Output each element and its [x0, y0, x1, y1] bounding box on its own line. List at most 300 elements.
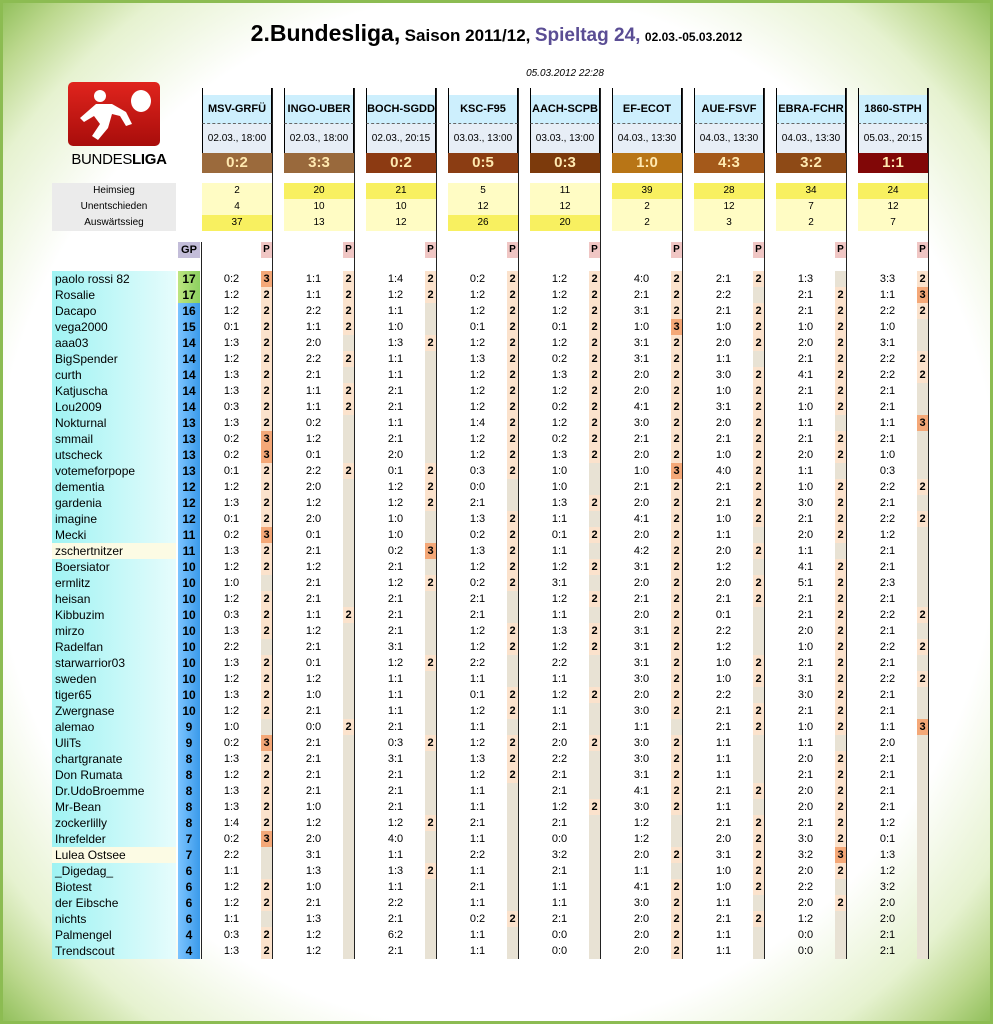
player-name: starwarrior03 [52, 655, 176, 671]
player-gp: 8 [178, 799, 200, 815]
player-points [425, 943, 436, 959]
player-tip: 1:1 [469, 785, 486, 797]
player-points: 2 [261, 607, 272, 623]
player-tip: 2:1 [715, 273, 732, 285]
player-points: 2 [589, 623, 600, 639]
match-column-border [682, 88, 683, 959]
player-tip: 3:2 [797, 849, 814, 861]
player-points: 2 [589, 527, 600, 543]
player-name: gardenia [52, 495, 176, 511]
player-points [753, 767, 764, 783]
player-points [425, 527, 436, 543]
player-points: 2 [753, 863, 764, 879]
match-column-border [354, 88, 355, 959]
player-points [343, 367, 354, 383]
player-tip: 1:3 [551, 497, 568, 509]
player-points [917, 655, 928, 671]
player-points: 2 [835, 815, 846, 831]
player-points: 2 [261, 287, 272, 303]
player-tip: 2:1 [387, 913, 404, 925]
player-tip: 3:2 [551, 849, 568, 861]
player-tip: 2:0 [305, 481, 322, 493]
player-points [507, 831, 518, 847]
player-tip: 2:1 [797, 385, 814, 397]
player-tip: 0:3 [223, 401, 240, 413]
player-points: 2 [425, 463, 436, 479]
player-tip: 1:2 [305, 497, 322, 509]
player-tip: 1:1 [223, 913, 240, 925]
player-tip: 1:3 [223, 753, 240, 765]
player-name: aaa03 [52, 335, 176, 351]
player-tip: 2:1 [879, 561, 896, 573]
player-tip: 2:0 [879, 913, 896, 925]
tip-stat-unent: 7 [776, 199, 846, 215]
player-tip: 2:0 [633, 369, 650, 381]
tip-stat-heim: 21 [366, 183, 436, 199]
player-tip: 6:2 [387, 929, 404, 941]
player-points: 2 [343, 399, 354, 415]
player-tip: 1:2 [715, 641, 732, 653]
player-tip: 2:1 [387, 769, 404, 781]
player-points: 2 [835, 399, 846, 415]
player-tip: 1:0 [715, 513, 732, 525]
player-points: 2 [589, 351, 600, 367]
player-gp: 10 [178, 559, 200, 575]
player-tip: 1:1 [387, 353, 404, 365]
player-tip: 1:1 [715, 769, 732, 781]
player-tip: 1:2 [469, 705, 486, 717]
player-points [917, 623, 928, 639]
player-tip: 2:1 [879, 545, 896, 557]
player-points: 3 [671, 463, 682, 479]
player-tip: 2:1 [715, 721, 732, 733]
player-tip: 1:1 [223, 865, 240, 877]
player-tip: 1:2 [305, 433, 322, 445]
player-tip: 1:2 [305, 929, 322, 941]
player-name: heisan [52, 591, 176, 607]
player-points: 2 [261, 367, 272, 383]
player-points: 2 [835, 655, 846, 671]
player-tip: 1:1 [387, 305, 404, 317]
player-points: 2 [671, 879, 682, 895]
player-tip: 0:1 [305, 657, 322, 669]
player-points: 2 [589, 431, 600, 447]
player-tip: 2:1 [305, 737, 322, 749]
player-name: chartgranate [52, 751, 176, 767]
player-points [753, 895, 764, 911]
player-points: 2 [507, 703, 518, 719]
player-tip: 1:0 [305, 689, 322, 701]
player-tip: 3:0 [633, 897, 650, 909]
player-tip: 1:1 [797, 417, 814, 429]
player-tip: 1:2 [469, 337, 486, 349]
player-name: Rosalie [52, 287, 176, 303]
match-result: 0:5 [448, 153, 518, 173]
player-points [835, 735, 846, 751]
player-points [425, 319, 436, 335]
player-points [917, 911, 928, 927]
player-points [835, 911, 846, 927]
player-tip: 0:2 [469, 577, 486, 589]
player-points [343, 335, 354, 351]
player-points: 2 [507, 911, 518, 927]
player-gp: 6 [178, 911, 200, 927]
player-tip: 0:2 [223, 737, 240, 749]
player-tip: 2:0 [715, 417, 732, 429]
player-points [343, 479, 354, 495]
player-tip: 2:0 [633, 529, 650, 541]
tip-stat-unent: 10 [366, 199, 436, 215]
points-header: P [343, 242, 354, 258]
player-points [425, 879, 436, 895]
player-points [917, 783, 928, 799]
player-name: Mecki [52, 527, 176, 543]
player-tip: 1:0 [223, 577, 240, 589]
player-tip: 1:1 [387, 705, 404, 717]
player-points [343, 735, 354, 751]
player-points: 2 [507, 399, 518, 415]
player-points [917, 751, 928, 767]
player-tip: 2:2 [305, 465, 322, 477]
player-points [425, 367, 436, 383]
player-tip: 2:0 [633, 929, 650, 941]
player-tip: 1:1 [797, 545, 814, 557]
player-tip: 1:2 [387, 481, 404, 493]
player-points [261, 719, 272, 735]
player-points: 2 [425, 271, 436, 287]
player-tip: 2:0 [387, 449, 404, 461]
player-tip: 2:1 [797, 705, 814, 717]
player-points: 2 [261, 895, 272, 911]
player-points [917, 399, 928, 415]
match-code: INGO-UBER [284, 95, 354, 124]
player-tip: 0:1 [223, 465, 240, 477]
player-tip: 1:3 [223, 385, 240, 397]
player-points: 2 [343, 351, 354, 367]
player-points [917, 447, 928, 463]
player-tip: 4:1 [633, 881, 650, 893]
tip-stat-ausw: 2 [776, 215, 846, 231]
player-tip: 1:2 [223, 289, 240, 301]
player-tip: 3:1 [633, 625, 650, 637]
player-points [753, 559, 764, 575]
player-tip: 2:1 [305, 705, 322, 717]
player-tip: 1:1 [305, 321, 322, 333]
player-tip: 2:1 [715, 593, 732, 605]
player-points: 2 [425, 863, 436, 879]
tip-stat-heim: 20 [284, 183, 354, 199]
player-tip: 2:0 [797, 529, 814, 541]
player-points [589, 895, 600, 911]
player-gp: 4 [178, 943, 200, 959]
player-tip: 2:0 [633, 577, 650, 589]
player-points: 3 [261, 271, 272, 287]
player-tip: 2:2 [879, 305, 896, 317]
player-tip: 1:1 [551, 513, 568, 525]
match-header-top [284, 88, 354, 95]
player-points: 2 [835, 751, 846, 767]
player-gp: 10 [178, 655, 200, 671]
player-tip: 1:1 [879, 417, 896, 429]
player-points: 2 [507, 511, 518, 527]
player-name: Radelfan [52, 639, 176, 655]
player-points: 2 [671, 431, 682, 447]
player-tip: 1:3 [551, 369, 568, 381]
player-points: 2 [261, 927, 272, 943]
player-gp: 8 [178, 751, 200, 767]
player-tip: 2:1 [879, 753, 896, 765]
player-tip: 2:0 [797, 865, 814, 877]
player-tip: 2:2 [469, 849, 486, 861]
player-tip: 2:1 [715, 305, 732, 317]
player-points: 2 [753, 415, 764, 431]
player-points: 3 [261, 527, 272, 543]
player-points: 2 [507, 639, 518, 655]
player-points [343, 655, 354, 671]
player-tip: 3:1 [633, 769, 650, 781]
player-tip: 1:1 [469, 865, 486, 877]
player-points: 2 [753, 399, 764, 415]
tip-stat-ausw: 2 [612, 215, 682, 231]
player-tip: 1:2 [551, 801, 568, 813]
player-points: 2 [671, 367, 682, 383]
player-points [425, 719, 436, 735]
player-tip: 2:1 [469, 817, 486, 829]
player-points [425, 767, 436, 783]
player-tip: 1:1 [715, 529, 732, 541]
player-points: 3 [261, 431, 272, 447]
player-tip: 1:3 [223, 337, 240, 349]
player-tip: 1:1 [387, 673, 404, 685]
player-points: 2 [507, 767, 518, 783]
player-points: 3 [917, 287, 928, 303]
player-tip: 2:0 [797, 801, 814, 813]
player-tip: 1:2 [469, 769, 486, 781]
player-tip: 0:1 [469, 321, 486, 333]
match-code: MSV-GRFÜ [202, 95, 272, 124]
player-tip: 1:0 [387, 529, 404, 541]
tip-stat-unent: 10 [284, 199, 354, 215]
player-tip: 2:2 [879, 353, 896, 365]
player-tip: 2:1 [387, 561, 404, 573]
player-tip: 0:0 [797, 945, 814, 957]
player-tip: 2:0 [633, 945, 650, 957]
player-points [507, 815, 518, 831]
player-tip: 2:0 [633, 689, 650, 701]
player-tip: 2:2 [387, 897, 404, 909]
player-tip: 1:0 [797, 401, 814, 413]
player-tip: 1:1 [879, 721, 896, 733]
player-tip: 1:2 [387, 657, 404, 669]
player-tip: 2:1 [879, 945, 896, 957]
player-points: 2 [835, 607, 846, 623]
player-points: 2 [589, 271, 600, 287]
player-points: 2 [753, 591, 764, 607]
player-tip: 2:1 [879, 433, 896, 445]
player-tip: 2:2 [879, 673, 896, 685]
player-tip: 1:0 [305, 881, 322, 893]
player-tip: 0:1 [551, 529, 568, 541]
match-date: 02.03., 18:00 [284, 124, 354, 153]
player-tip: 2:0 [715, 337, 732, 349]
player-tip: 1:3 [223, 945, 240, 957]
player-tip: 0:1 [879, 833, 896, 845]
player-tip: 2:2 [551, 657, 568, 669]
player-tip: 1:3 [469, 513, 486, 525]
player-points: 2 [261, 415, 272, 431]
player-gp: 11 [178, 527, 200, 543]
player-tip: 1:0 [879, 449, 896, 461]
player-tip: 1:0 [551, 465, 568, 477]
player-points [343, 559, 354, 575]
player-points: 2 [671, 543, 682, 559]
player-tip: 2:1 [469, 593, 486, 605]
player-points [343, 511, 354, 527]
player-points [425, 799, 436, 815]
player-tip: 1:1 [633, 865, 650, 877]
player-name: Trendscout [52, 943, 176, 959]
match-code: KSC-F95 [448, 95, 518, 124]
player-points: 2 [261, 479, 272, 495]
player-tip: 3:0 [633, 417, 650, 429]
player-points: 2 [671, 271, 682, 287]
points-header: P [753, 242, 764, 258]
player-tip: 1:2 [223, 353, 240, 365]
player-tip: 2:1 [551, 769, 568, 781]
player-points [261, 863, 272, 879]
player-points: 2 [261, 511, 272, 527]
player-tip: 1:2 [223, 305, 240, 317]
player-points [343, 879, 354, 895]
tip-stat-unent: 4 [202, 199, 272, 215]
player-tip: 4:0 [715, 465, 732, 477]
player-points [917, 943, 928, 959]
player-tip: 2:1 [797, 817, 814, 829]
player-points: 2 [753, 719, 764, 735]
player-tip: 3:0 [633, 705, 650, 717]
player-tip: 0:0 [797, 929, 814, 941]
player-tip: 2:1 [879, 785, 896, 797]
player-points: 2 [835, 575, 846, 591]
player-tip: 1:3 [223, 801, 240, 813]
player-points: 2 [507, 351, 518, 367]
player-points [425, 607, 436, 623]
player-gp: 9 [178, 719, 200, 735]
player-tip: 1:2 [551, 385, 568, 397]
unentschieden-label: Unentschieden [52, 199, 176, 215]
player-points: 2 [425, 815, 436, 831]
player-points [917, 895, 928, 911]
player-points: 2 [753, 463, 764, 479]
player-points: 2 [261, 319, 272, 335]
player-points: 2 [507, 415, 518, 431]
player-points: 2 [753, 447, 764, 463]
player-points: 2 [835, 335, 846, 351]
player-tip: 1:0 [715, 385, 732, 397]
player-tip: 1:3 [879, 849, 896, 861]
player-gp: 10 [178, 591, 200, 607]
player-tip: 2:2 [469, 657, 486, 669]
player-points [425, 847, 436, 863]
player-points: 2 [753, 575, 764, 591]
player-points [343, 703, 354, 719]
player-tip: 2:0 [797, 753, 814, 765]
player-points: 2 [261, 751, 272, 767]
player-gp: 17 [178, 287, 200, 303]
player-points: 2 [671, 639, 682, 655]
player-gp: 17 [178, 271, 200, 287]
player-name: dementia [52, 479, 176, 495]
player-tip: 2:1 [633, 289, 650, 301]
player-tip: 3:1 [387, 641, 404, 653]
player-tip: 1:2 [469, 433, 486, 445]
player-points: 2 [671, 335, 682, 351]
player-tip: 0:1 [223, 321, 240, 333]
player-points: 2 [835, 351, 846, 367]
player-tip: 3:1 [387, 753, 404, 765]
player-points [589, 575, 600, 591]
player-tip: 1:3 [387, 337, 404, 349]
match-result: 0:2 [202, 153, 272, 173]
tip-stat-ausw: 12 [366, 215, 436, 231]
player-name: Kibbuzim [52, 607, 176, 623]
player-tip: 1:2 [551, 337, 568, 349]
player-tip: 2:0 [633, 385, 650, 397]
player-tip: 2:1 [305, 769, 322, 781]
player-tip: 1:2 [879, 529, 896, 541]
player-tip: 3:0 [715, 369, 732, 381]
player-name: Katjuscha [52, 383, 176, 399]
player-points: 2 [835, 719, 846, 735]
player-gp: 7 [178, 831, 200, 847]
player-points [589, 847, 600, 863]
points-header: P [835, 242, 846, 258]
player-tip: 1:1 [305, 289, 322, 301]
player-tip: 1:0 [715, 321, 732, 333]
player-points: 2 [835, 447, 846, 463]
player-tip: 3:0 [633, 753, 650, 765]
player-points: 2 [753, 367, 764, 383]
player-tip: 1:2 [469, 289, 486, 301]
player-points [671, 719, 682, 735]
player-points [753, 735, 764, 751]
player-gp: 9 [178, 735, 200, 751]
player-points: 2 [917, 639, 928, 655]
player-tip: 1:2 [469, 369, 486, 381]
player-tip: 2:2 [305, 305, 322, 317]
player-tip: 0:2 [223, 833, 240, 845]
player-tip: 0:1 [305, 449, 322, 461]
player-tip: 2:0 [797, 337, 814, 349]
player-points [343, 447, 354, 463]
player-gp: 10 [178, 623, 200, 639]
tip-stat-heim: 24 [858, 183, 928, 199]
tip-stat-ausw: 13 [284, 215, 354, 231]
player-tip: 0:2 [305, 417, 322, 429]
player-tip: 2:1 [879, 625, 896, 637]
player-points: 3 [261, 831, 272, 847]
tip-stat-heim: 2 [202, 183, 272, 199]
player-points [835, 943, 846, 959]
player-tip: 2:1 [797, 657, 814, 669]
player-tip: 1:3 [223, 545, 240, 557]
player-points: 2 [507, 303, 518, 319]
player-name: Don Rumata [52, 767, 176, 783]
player-tip: 1:3 [223, 625, 240, 637]
player-name: Dacapo [52, 303, 176, 319]
player-points [589, 479, 600, 495]
player-gp: 14 [178, 351, 200, 367]
